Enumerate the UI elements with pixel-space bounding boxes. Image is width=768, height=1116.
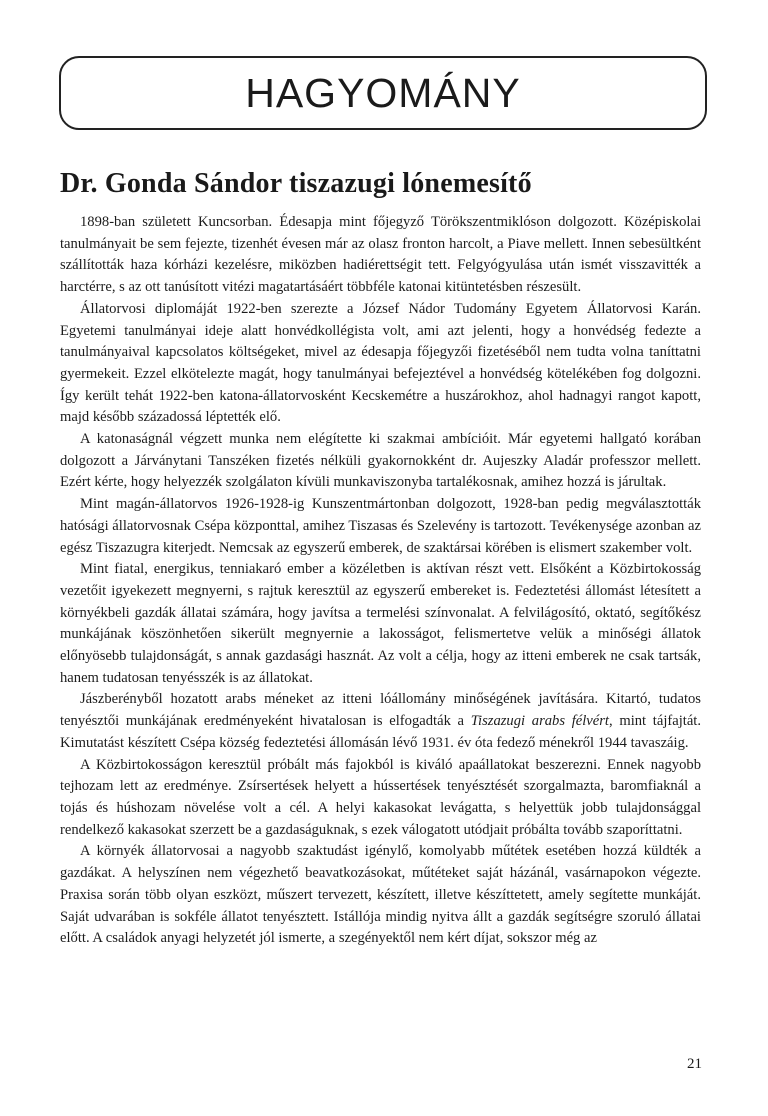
paragraph: Mint fiatal, energikus, tenniakaró ember a közéletben is aktívan részt vett. Elsőként a Közbirtokosság vezetőit igyekezett megnyerni, s rajtuk keresztül az egyszerű embereket is. Fedeztetési állomást létesített a környékbeli gazdák állatai számára, hogy javítsa a termelési színvonalat. A felvilágosító, oktató, segítőkész munkájának köszönhetően sikerült megnyernie a lakosságot, felismertetve velük a minőségi állatok előnyösebb tulajdonságát, s annak gazdasági hasznát. Az volt a célja, hogy az itteni emberek ne csak tartsák, hanem tudatosan tenyésszék is az állatokat. xyxy=(60,561,701,686)
paragraph: Mint magán-állatorvos 1926-1928-ig Kunszentmártonban dolgozott, 1928-ban pedig megválasztották hatósági állatorvosnak Csépa központtal, amihez Tiszasas és Szelevény is tartozott. Tevékenysége azonban az egész Tiszazugra kiterjedt. Nemcsak az egyszerű emberek, de szaktársai körében is elismert szakember volt. xyxy=(60,496,701,556)
paragraph: 1898-ban született Kuncsorban. Édesapja mint főjegyző Törökszentmiklóson dolgozott. Középiskolai tanulmányait be sem fejezte, tizenhét évesen már az olasz fronton harcolt, a Piave mellett. Innen sebesültként szállították haza kórházi kezelésre, miközben hadiérettségit tett. Felgyógyulása után ismét visszavitték a harctérre, s az ott tanúsított vitézi magatartásáért többféle katonai kitüntetésben részesült. xyxy=(60,214,701,296)
paragraph: Jászberényből hozatott arabs méneket az itteni lóállomány minőségének javítására. Kitartó, tudatos tenyésztői munkájának eredményeként hivatalosan is elfogadták a Tiszazugi arabs félvért, mint tájfajtát. Kimutatást készített Csépa község fedeztetési állomásán lévő 1931. év óta fedező ménekről 1944 tavaszáig. xyxy=(60,691,702,751)
section-label: HAGYOMÁNY xyxy=(245,69,521,116)
section-header-box xyxy=(59,56,707,130)
italic-breed-name: Tiszazugi arabs félvért xyxy=(470,713,609,730)
article-title: Dr. Gonda Sándor tiszazugi lónemesítő xyxy=(60,168,532,199)
paragraph: A Közbirtokosságon keresztül próbált más fajokból is kiváló apaállatokat beszerezni. Ennek nagyobb tejhozam lett az eredménye. Zsírsertések helyett a hússertések tenyésztését szorgalmazta, baromfiaknál a tojás és húshozam növelése volt a cél. A helyi kakasokat levágatta, s helyettük jobb tulajdonsággal rendelkező kakasokat szerzett be a gazdaságuknak, s ezek válogatott utódjait próbálta tovább szaporíttatni. xyxy=(60,756,701,838)
page-number: 21 xyxy=(687,1056,702,1072)
paragraph: A környék állatorvosai a nagyobb szaktudást igénylő, komolyabb műtétek esetében hozzá küldték a gazdákat. A helyszínen nem végezhető beavatkozásokat, műtéteket saját házánál, vasárnapokon végezte. Praxisa során több olyan eszközt, műszert tervezett, készített, illetve készíttetett, amely segítette munkáját. Saját udvarában is sokféle állatot tenyésztett. Istállója mindig nyitva állt a gazdák segítségre szoruló állatai előtt. A családok anyagi helyzetét jól ismerte, a szegényektől nem kért díjat, sokszor még az xyxy=(60,843,701,947)
paragraph: Állatorvosi diplomáját 1922-ben szerezte a József Nádor Tudomány Egyetem Állatorvosi Karán. Egyetemi tanulmányai ideje alatt honvédkollégista volt, ami azt jelenti, hogy a honvédség fedezte a tanulmányaival kapcsolatos költségeket, mivel az édesapja főjegyzői fizetéséből nem tudta volna taníttatni gyermekeit. Ezzel elkötelezte magát, hogy tanulmányai befejeztével a honvédség kötelékében fog dolgozni. Így került tehát 1922-ben katona-állatorvosként Kecskemétre a huszárokhoz, ahol hadnagyi rangot kapott, majd később századossá léptették elő. xyxy=(60,300,701,426)
article-body xyxy=(60,212,701,950)
paragraph: A katonaságnál végzett munka nem elégítette ki szakmai ambícióit. Már egyetemi hallgató korában dolgozott a Járványtani Tanszéken fizetés nélküli gyakornokként dr. Aujeszky Aladár professzor mellett. Ezért kérte, hogy helyezzék szolgálaton kívüli munkaviszonyba tartalékosnak, amihez hozzá is járultak. xyxy=(60,431,701,491)
